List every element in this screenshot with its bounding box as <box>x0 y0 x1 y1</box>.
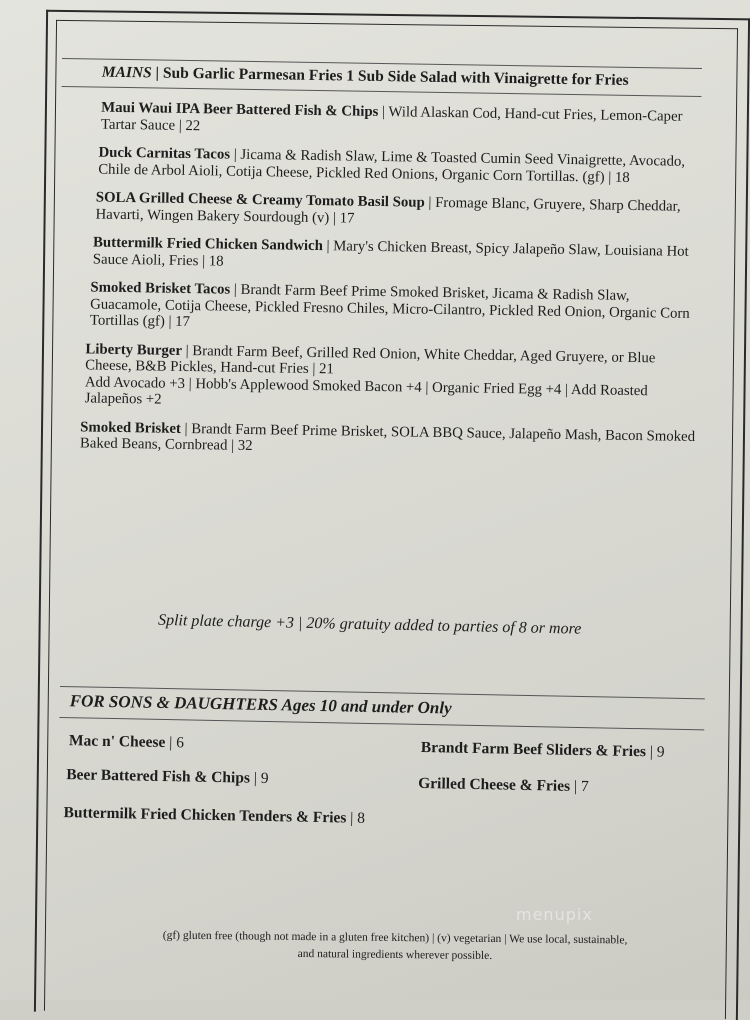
item-name: Buttermilk Fried Chicken Sandwich <box>92 234 323 255</box>
item-description: | Fromage Blanc, Gruyere, Sharp Cheddar, Havarti, Wingen Bakery Sourdough (v) | 17 <box>95 194 681 227</box>
split-plate-note: Split plate charge +3 | 20% gratuity added to parties of 8 or more <box>157 611 582 638</box>
item-name: Brandt Farm Beef Sliders & Fries <box>420 738 647 761</box>
separator: | <box>151 64 164 82</box>
kids-section-title: FOR SONS & DAUGHTERS Ages 10 and under Only <box>69 691 452 718</box>
mains-section <box>56 58 702 474</box>
menu-item <box>90 279 699 338</box>
menu-item <box>95 190 699 232</box>
item-description: | Wild Alaskan Cod, Hand-cut Fries, Lemon-Caper Tartar Sauce | 22 <box>100 103 683 134</box>
item-description: | Jicama & Radish Slaw, Lime & Toasted Cumin Seed Vinaigrette, Avocado, Chile de Arbol Aioli, Cotija Cheese, Pickled Red Onions, Organic Corn Tortillas. (gf) | 18 <box>98 146 686 186</box>
item-name: Liberty Burger <box>85 340 183 359</box>
item-name: SOLA Grilled Cheese & Creamy Tomato Basil Soup <box>95 189 425 211</box>
item-name: Smoked Brisket <box>80 418 182 437</box>
item-name: Buttermilk Fried Chicken Tenders & Fries <box>63 804 347 827</box>
item-description: | Brandt Farm Beef Prime Brisket, SOLA BBQ Sauce, Jalapeño Mash, Bacon Smoked Baked Beans, Cornbread | 32 <box>79 420 696 455</box>
item-price: | 9 <box>645 743 665 761</box>
item-name: Smoked Brisket Tacos <box>90 279 231 298</box>
watermark-logo: menupix <box>516 905 593 924</box>
footnote-line: and natural ingredients wherever possible. <box>297 947 493 963</box>
item-name: Mac n' Cheese <box>68 732 166 752</box>
item-description: | Brandt Farm Beef Prime Smoked Brisket, Jicama & Radish Slaw, Guacamole, Cotija Cheese, Pickled Fresno Chiles, Micro-Cilantro, Pickled Red Onion, Organic Corn Tortillas (gf) | 17 <box>89 281 690 331</box>
item-description: | Brandt Farm Beef, Grilled Red Onion, White Cheddar, Aged Gruyere, or Blue Cheese, B&B Pickles, Hand-cut Fries | 21 <box>85 342 656 378</box>
menu-item <box>98 145 700 187</box>
menu-item <box>93 235 699 278</box>
item-price: | 8 <box>346 809 366 827</box>
item-description: | Mary's Chicken Breast, Spicy Jalapeño Slaw, Louisiana Hot Sauce Aioli, Fries | 18 <box>92 238 689 270</box>
menu-item <box>85 341 698 417</box>
item-name: Grilled Cheese & Fries <box>418 774 571 795</box>
kids-menu-item <box>66 766 269 788</box>
footnote-line: (gf) gluten free (though not made in a gluten free kitchen) | (v) vegetarian | We use local, sustainable, <box>162 929 628 947</box>
item-name: Maui Waui IPA Beer Battered Fish & Chips <box>101 99 379 120</box>
item-price: | 6 <box>165 734 185 752</box>
item-price: | 7 <box>569 777 589 796</box>
item-name: Beer Battered Fish & Chips <box>66 766 251 787</box>
separator: 1 <box>342 67 359 85</box>
item-price: | 9 <box>249 769 269 788</box>
menu-item <box>80 419 696 462</box>
menu-footnote <box>90 927 700 967</box>
sub-option: Sub Garlic Parmesan Fries <box>162 64 343 85</box>
kids-menu-item <box>418 775 589 796</box>
item-name: Duck Carnitas Tacos <box>98 144 231 163</box>
sub-option: Sub Side Salad with Vinaigrette for Fries <box>357 67 629 89</box>
menu-item <box>101 100 701 142</box>
kids-menu-item <box>69 732 184 752</box>
item-addons: Add Avocado +3 | Hobb's Applewood Smoked Bacon +4 | Organic Fried Egg +4 | Add Roasted Jalapeños +2 <box>84 373 648 408</box>
section-title: MAINS <box>101 63 152 82</box>
